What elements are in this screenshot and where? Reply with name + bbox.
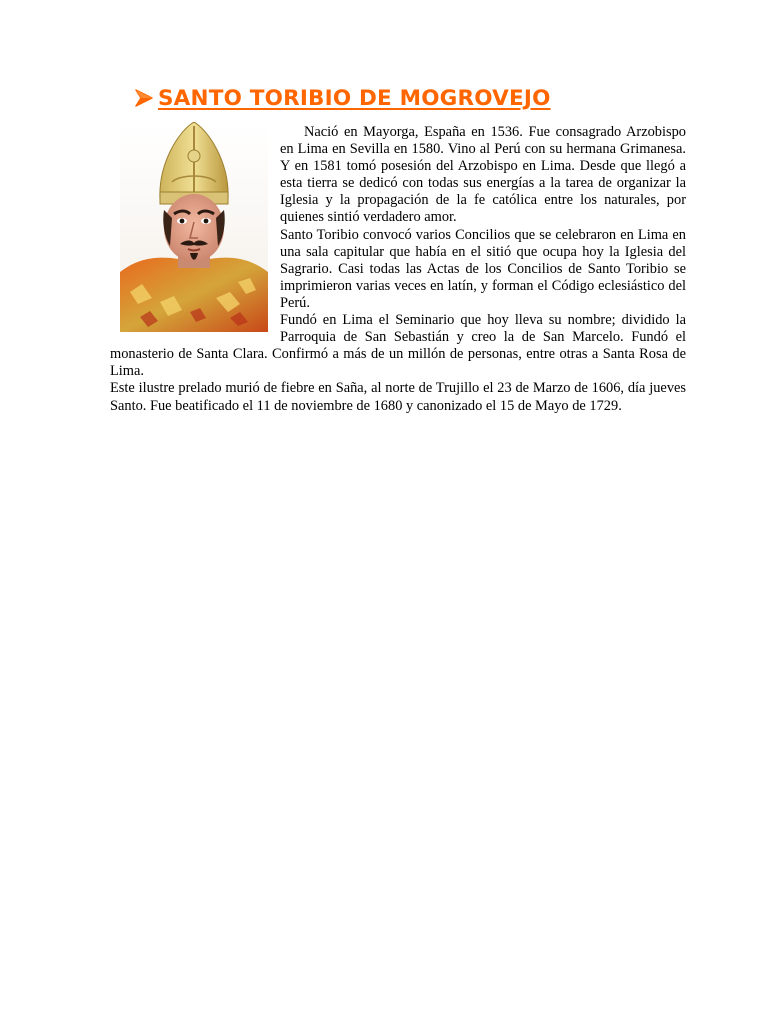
paragraph-foundations: Fundó en Lima el Seminario que hoy lleva su nombre; dividido la Parroquia de San Sebastián y creo la de San Marcelo. Fundó el monasterio de Santa Clara. Confirmó a más de un millón de personas, entre otras a Santa Rosa de Lima. — [110, 312, 686, 380]
article-text — [110, 124, 686, 415]
portrait-image — [120, 122, 268, 332]
document-body — [110, 80, 686, 415]
title-row — [134, 80, 686, 116]
arrowhead-bullet-icon — [134, 88, 154, 108]
paragraph-councils: Santo Toribio convocó varios Concilios que se celebraron en Lima en una sala capitular que había en el sitió que ocupa hoy la Iglesia del Sagrario. Casi todas las Actas de los Concilios de Santo Toribio se imprimieron varias veces en latín, y forman el Código eclesiástico del Perú. — [280, 226, 686, 311]
paragraph-birth: Nació en Mayorga, España en 1536. Fue consagrado Arzobispo en Lima en Sevilla en 1580. Vino al Perú con su hermana Grimanesa. Y en 1581 tomó posesión del Arzobispo en Lima. Desde que llegó a esta tierra se dedicó con todas sus energías a la tarea de organizar la Iglesia y la propagación de la fe católica entre los naturales, por quienes sintió verdadero amor. — [280, 124, 686, 226]
paragraph-death: Este ilustre prelado murió de fiebre en Saña, al norte de Trujillo el 23 de Marzo de 1606, día jueves Santo. Fue beatificado el 11 de noviembre de 1680 y canonizado el 15 de Mayo de 1729. — [110, 380, 686, 414]
page-title: SANTO TORIBIO DE MOGROVEJO — [158, 85, 551, 111]
